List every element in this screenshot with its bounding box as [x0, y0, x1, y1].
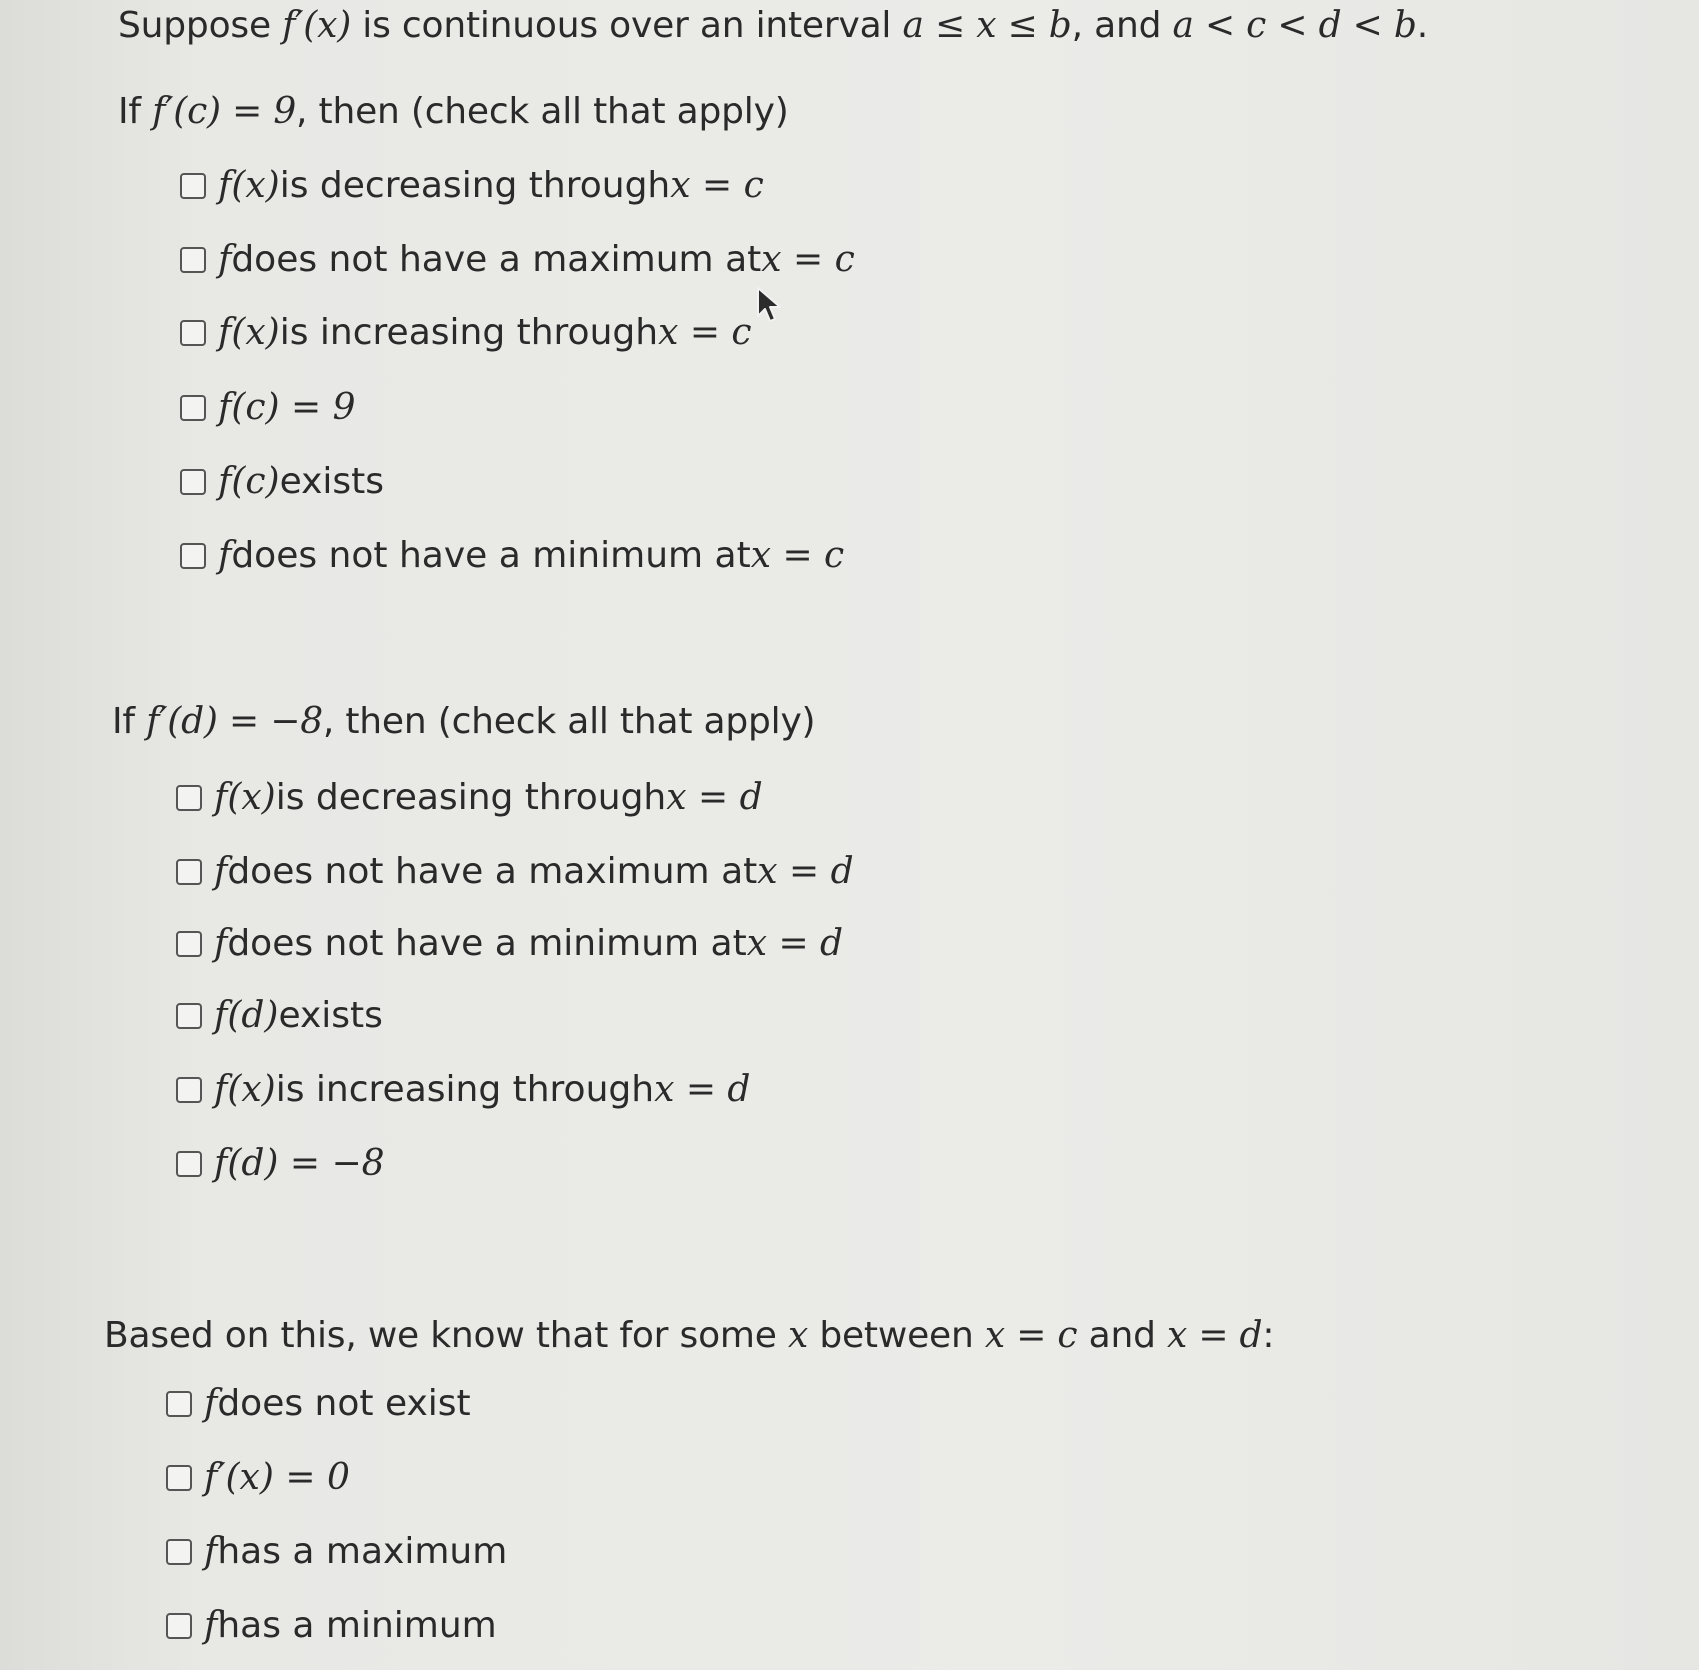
q1-option-6-math-1: f — [218, 535, 232, 576]
checkbox-empty-icon[interactable] — [166, 1391, 192, 1417]
q3-prompt — [104, 1314, 1274, 1358]
q2-option-1-math-1: f(x) — [214, 777, 276, 818]
q1-option-5-math-1: f(c) — [218, 461, 280, 502]
q1-prompt-text-2: , then (check all that apply) — [296, 91, 789, 132]
q2-option-3-math-1: f — [214, 923, 228, 964]
q1-option-2[interactable] — [180, 238, 855, 282]
q2-prompt-math: f′(d) = −8 — [146, 701, 323, 742]
q1-option-1-text: is decreasing through — [279, 165, 671, 206]
checkbox-empty-icon[interactable] — [176, 1151, 202, 1177]
q3-option-2[interactable] — [166, 1456, 350, 1500]
checkbox-empty-icon[interactable] — [166, 1465, 192, 1491]
q2-option-5[interactable] — [176, 1068, 750, 1112]
q1-option-4-math-1: f(c) = 9 — [218, 387, 356, 428]
q1-option-5-text: exists — [279, 461, 385, 502]
intro-math-1: f′(x) — [282, 5, 352, 46]
intro-text-1: Suppose — [118, 5, 283, 46]
q3-option-4-math-1: f — [204, 1605, 218, 1646]
mouse-pointer-icon — [756, 286, 784, 326]
q1-option-2-math-2: x = c — [761, 239, 855, 280]
q3-prompt-text-1: Based on this, we know that for some — [104, 1315, 788, 1356]
q2-option-5-text: is increasing through — [275, 1069, 655, 1110]
checkbox-empty-icon[interactable] — [176, 931, 202, 957]
checkbox-empty-icon[interactable] — [180, 469, 206, 495]
intro-text-2: is continuous over an interval — [351, 5, 903, 46]
q2-prompt-text-2: , then (check all that apply) — [322, 701, 816, 742]
q2-option-4-text: exists — [278, 995, 383, 1036]
q3-option-4-text: has a minimum — [217, 1605, 497, 1646]
q3-option-1[interactable] — [166, 1382, 471, 1426]
q2-option-4-math-1: f(d) — [214, 995, 279, 1036]
q3-option-1-text: does not exist — [217, 1383, 471, 1424]
q1-option-1-math-2: x = c — [670, 165, 764, 206]
q2-option-3-text: does not have a minimum at — [227, 923, 747, 964]
checkbox-empty-icon[interactable] — [166, 1539, 192, 1565]
q2-option-5-math-2: x = d — [654, 1069, 751, 1110]
q1-option-3-math-2: x = c — [658, 312, 752, 353]
q3-prompt-text-3: and — [1077, 1315, 1167, 1356]
q2-option-2[interactable] — [176, 850, 854, 894]
q3-prompt-math-2: x = c — [984, 1315, 1078, 1356]
q3-option-4[interactable] — [166, 1604, 497, 1648]
q1-prompt-text-1: If — [118, 91, 153, 132]
checkbox-empty-icon[interactable] — [180, 543, 206, 569]
q2-option-3-math-2: x = d — [746, 923, 844, 964]
checkbox-empty-icon[interactable] — [180, 247, 206, 273]
q3-option-2-math-1: f′(x) = 0 — [204, 1457, 350, 1498]
q2-option-2-text: does not have a maximum at — [227, 851, 758, 892]
q1-option-6-text: does not have a minimum at — [231, 535, 751, 576]
q3-prompt-math-1: x — [787, 1315, 809, 1356]
q1-option-3[interactable] — [180, 311, 752, 355]
intro-statement — [118, 4, 1428, 48]
checkbox-empty-icon[interactable] — [176, 1077, 202, 1103]
q2-prompt — [112, 700, 815, 744]
q2-option-6[interactable] — [176, 1142, 385, 1186]
checkbox-empty-icon[interactable] — [180, 395, 206, 421]
q2-option-2-math-2: x = d — [757, 851, 854, 892]
q1-option-2-math-1: f — [218, 239, 232, 280]
q1-option-6[interactable] — [180, 534, 844, 578]
q1-option-2-text: does not have a maximum at — [231, 239, 762, 280]
q3-prompt-math-3: x = d — [1167, 1315, 1263, 1356]
intro-math-2: a ≤ x ≤ b — [902, 5, 1072, 46]
q2-option-6-math-1: f(d) = −8 — [214, 1143, 385, 1184]
q2-option-1[interactable] — [176, 776, 763, 820]
intro-math-3: a < c < d < b — [1172, 5, 1417, 46]
q3-prompt-text-2: between — [808, 1315, 985, 1356]
checkbox-empty-icon[interactable] — [176, 1003, 202, 1029]
intro-text-3: , and — [1071, 5, 1173, 46]
q2-option-4[interactable] — [176, 994, 383, 1038]
q1-option-4[interactable] — [180, 386, 356, 430]
q2-option-2-math-1: f — [214, 851, 228, 892]
q2-option-5-math-1: f(x) — [214, 1069, 276, 1110]
q2-prompt-text-1: If — [112, 701, 147, 742]
intro-text-4: . — [1416, 5, 1428, 46]
q1-prompt — [118, 90, 789, 134]
q1-option-1[interactable] — [180, 164, 764, 208]
q1-prompt-math: f′(c) = 9 — [152, 91, 297, 132]
q3-prompt-text-4: : — [1262, 1315, 1275, 1356]
checkbox-empty-icon[interactable] — [180, 320, 206, 346]
checkbox-empty-icon[interactable] — [176, 785, 202, 811]
checkbox-empty-icon[interactable] — [176, 859, 202, 885]
q2-option-1-text: is decreasing through — [275, 777, 667, 818]
q1-option-3-math-1: f(x) — [218, 312, 280, 353]
q3-option-3-text: has a maximum — [217, 1531, 508, 1572]
q1-option-6-math-2: x = c — [750, 535, 845, 576]
q1-option-1-math-1: f(x) — [218, 165, 280, 206]
checkbox-empty-icon[interactable] — [166, 1613, 192, 1639]
q3-option-3-math-1: f — [204, 1531, 218, 1572]
q1-option-5[interactable] — [180, 460, 384, 504]
q1-option-3-text: is increasing through — [279, 312, 659, 353]
q2-option-3[interactable] — [176, 922, 843, 966]
q2-option-1-math-2: x = d — [666, 777, 763, 818]
q3-option-3[interactable] — [166, 1530, 507, 1574]
checkbox-empty-icon[interactable] — [180, 173, 206, 199]
q3-option-1-math-1: f — [204, 1383, 218, 1424]
